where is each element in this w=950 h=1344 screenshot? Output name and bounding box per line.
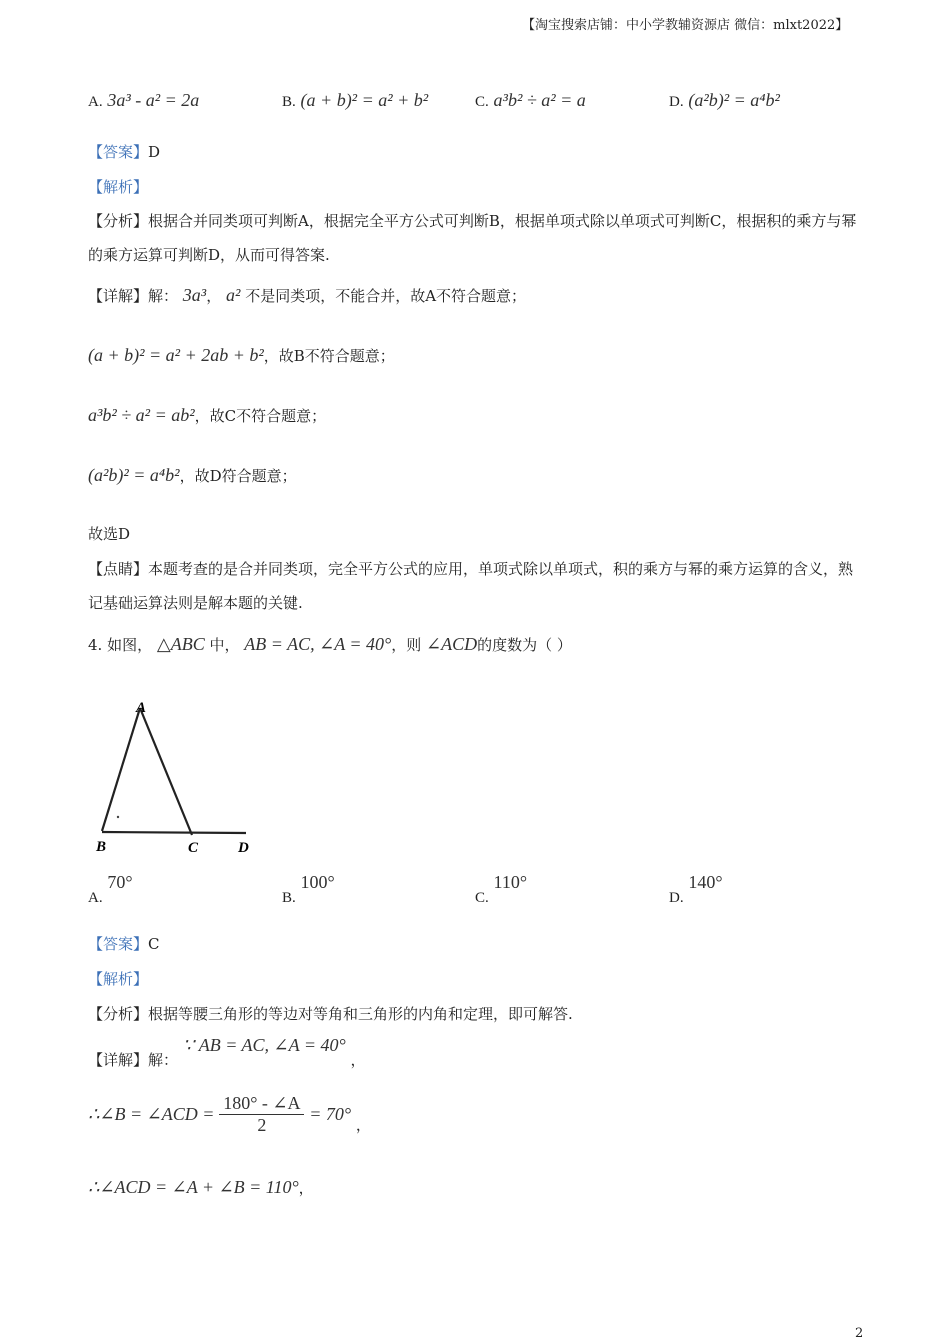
step-end: ， (355, 1116, 371, 1134)
option-value: 70° (107, 872, 133, 892)
option-label: B. (282, 94, 296, 110)
option-value: 100° (300, 872, 335, 892)
math-expr: ∴∠ACD = ∠A + ∠B = 110° (88, 1177, 299, 1197)
detail-tag: 【详解】解： (88, 1051, 179, 1069)
q4-option-b (282, 872, 335, 906)
option-label: C. (475, 94, 489, 110)
q4-detail-step3 (88, 1177, 314, 1198)
math-expr: △ABC (156, 634, 205, 654)
math-expr: ∠ACD (426, 634, 478, 654)
math-expr: a³b² ÷ a² = ab² (88, 405, 195, 425)
stem-text: ，则 (391, 636, 422, 654)
fraction-numerator: 180° - ∠A (219, 1093, 304, 1115)
q3-answer (88, 141, 160, 162)
q3-fenxi (88, 204, 864, 272)
side-ac (140, 708, 192, 835)
q4-option-c (475, 872, 528, 906)
option-expr: (a²b)² = a⁴b² (688, 90, 780, 110)
option-value: 140° (688, 872, 723, 892)
point-d-label: D (238, 840, 249, 856)
vertex-b-label: B (96, 839, 107, 855)
q3-option-b (282, 90, 428, 111)
q3-detail-line2 (88, 345, 395, 366)
q3-option-c (475, 90, 586, 111)
option-expr: (a + b)² = a² + b² (300, 90, 429, 110)
q4-analysis-tag: 【解析】 (88, 970, 149, 988)
fraction-denominator: 2 (257, 1115, 267, 1135)
math-expr: = 70° (309, 1104, 352, 1124)
option-value: 110° (493, 872, 528, 892)
math-expr: AB = AC, ∠A = 40° (244, 634, 392, 654)
option-expr: 3a³ - a² = 2a (107, 90, 200, 110)
page-number: 2 (855, 1326, 864, 1341)
vertex-a-label: A (136, 700, 147, 716)
q3-detail-line4 (88, 465, 297, 486)
answer-tag: 【答案】 (88, 143, 149, 161)
q4-fenxi (88, 1003, 573, 1024)
math-expr: ∵ AB = AC, ∠A = 40° (182, 1035, 346, 1055)
answer-tag: 【答案】 (88, 935, 149, 953)
option-expr: a³b² ÷ a² = a (493, 90, 586, 110)
detail-tag: 【详解】解： (88, 287, 179, 305)
dianjing-tag: 【点睛】 (88, 560, 149, 578)
fenxi-tag: 【分析】 (88, 1005, 149, 1023)
math-expr: (a + b)² = a² + 2ab + b² (88, 345, 264, 365)
detail-text: ，故B不符合题意； (263, 347, 395, 365)
q4-detail-step1 (88, 1035, 366, 1069)
q4-stem (88, 634, 572, 655)
q4-option-a (88, 872, 133, 906)
separator: ， (206, 287, 222, 305)
header-banner: 【淘宝搜索店铺：中小学教辅资源店 微信：mlxt2022】 (522, 18, 849, 33)
detail-text: 不是同类项，不能合并，故A不符合题意； (245, 287, 527, 305)
step-end: ， (350, 1051, 366, 1069)
option-label: A. (88, 94, 103, 110)
line-bd (102, 832, 246, 833)
fenxi-text: 根据合并同类项可判断A，根据完全平方公式可判断B，根据单项式除以单项式可判断C，根据积的乘方与幂的乘方运算可判断D，从而可得答案. (88, 212, 857, 264)
math-expr: 3a³ (182, 285, 207, 305)
q3-option-d (669, 90, 780, 111)
dot-mark (117, 816, 119, 818)
q3-conclusion: 故选D (88, 525, 131, 543)
math-expr: a² (226, 285, 241, 305)
fraction (219, 1093, 304, 1136)
fenxi-tag: 【分析】 (88, 212, 149, 230)
stem-prefix: 4. 如图， (88, 636, 153, 654)
q3-dianjing (88, 552, 864, 620)
option-label: C. (475, 890, 489, 906)
answer-value: D (148, 143, 161, 161)
side-ab (102, 708, 140, 831)
option-label: D. (669, 890, 684, 906)
q3-analysis-tag: 【解析】 (88, 178, 149, 196)
dianjing-text: 本题考查的是合并同类项，完全平方公式的应用，单项式除以单项式，积的乘方与幂的乘方运算的含义，熟记基础运算法则是解本题的关键. (88, 560, 854, 612)
q3-option-a (88, 90, 199, 111)
q3-detail-line3 (88, 405, 326, 426)
vertex-c-label: C (188, 840, 199, 856)
stem-text: 中， (209, 636, 240, 654)
math-expr: (a²b)² = a⁴b² (88, 465, 180, 485)
math-expr: ∴∠B = ∠ACD = (88, 1104, 215, 1124)
detail-text: ，故D符合题意； (179, 467, 297, 485)
fenxi-text: 根据等腰三角形的等边对等角和三角形的内角和定理，即可解答. (148, 1005, 573, 1023)
option-label: A. (88, 890, 103, 906)
q4-detail-step2 (88, 1093, 371, 1136)
q4-answer (88, 933, 160, 954)
answer-value: C (148, 935, 160, 953)
triangle-figure (88, 695, 268, 865)
detail-text: ，故C不符合题意； (194, 407, 327, 425)
step-end: ， (298, 1179, 314, 1197)
stem-text: 的度数为（ ） (477, 636, 572, 654)
option-label: D. (669, 94, 684, 110)
q3-detail-line1 (88, 285, 526, 306)
q4-option-d (669, 872, 723, 906)
option-label: B. (282, 890, 296, 906)
